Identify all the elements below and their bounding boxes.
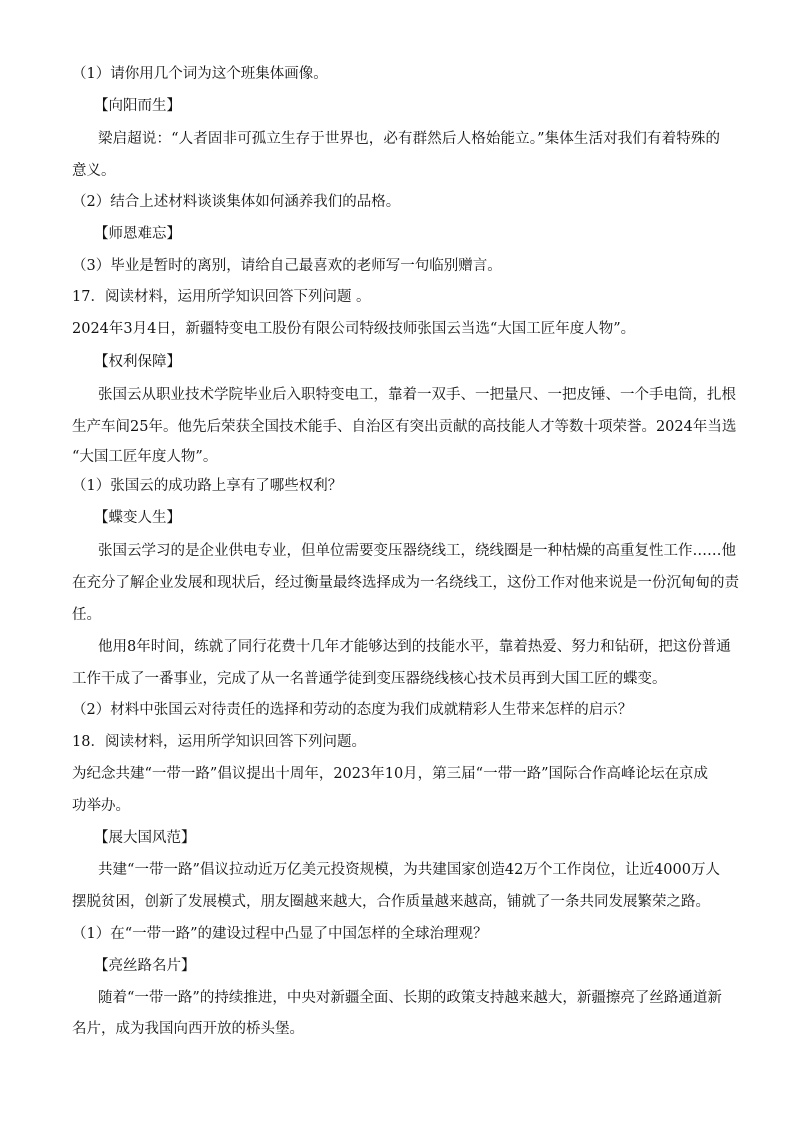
question-17-header: 17．阅读材料，运用所学知识回答下列问题 。 (72, 289, 371, 305)
paragraph-line: 他用8年时间，练就了同行花费十几年才能够达到的技能水平，靠着热爱、努力和钻研，把这份普通 (98, 639, 731, 655)
paragraph-line: 在充分了解企业发展和现状后，经过衡量最终选择成为一名绕线工，这份工作对他来说是一份沉甸甸的责 (72, 575, 739, 591)
question-1-prompt: （1）在“一带一路”的建设过程中凸显了中国怎样的全球治理观？ (72, 926, 488, 942)
section-heading-xiangyang: 【向阳而生】 (94, 98, 181, 114)
question-3-prompt: （3）毕业是暂时的离别，请给自己最喜欢的老师写一句临别赠言。 (72, 258, 502, 274)
paragraph-line: 共建“一带一路”倡议拉动近万亿美元投资规模，为共建国家创造42万个工作岗位，让近4000万人 (98, 862, 720, 878)
material-intro: 2024年3月4日，新疆特变电工股份有限公司特级技师张国云当选“大国工匠年度人物”。 (72, 321, 636, 337)
paragraph-line: 生产车间25年。他先后荣获全国技术能手、自治区有突出贡献的高技能人才等数十项荣誉。2024年当选 (72, 419, 737, 435)
question-2-prompt: （2）结合上述材料谈谈集体如何涵养我们的品格。 (72, 194, 401, 210)
material-intro: 为纪念共建“一带一路”倡议提出十周年，2023年10月，第三届“一带一路”国际合作高峰论坛在京成 (72, 766, 708, 782)
question-1-prompt: （1）张国云的成功路上享有了哪些权利？ (72, 478, 343, 494)
paragraph-line: 张国云学习的是企业供电专业，但单位需要变压器绕线工，绕线圈是一种枯燥的高重复性工作……他 (98, 543, 736, 559)
section-heading-zhandaguo: 【展大国风范】 (94, 830, 196, 846)
material-intro: 功举办。 (72, 798, 130, 814)
section-heading-liangsilu: 【亮丝路名片】 (94, 958, 196, 974)
question-1-prompt: （1）请你用几个词为这个班集体画像。 (72, 66, 328, 82)
section-heading-quanli: 【权利保障】 (94, 354, 181, 370)
paragraph-line: 工作干成了一番事业，完成了从一名普通学徒到变压器绕线核心技术员再到大国工匠的蝶变。 (72, 671, 667, 687)
paragraph-line: 任。 (72, 607, 101, 623)
question-2-prompt: （2）材料中张国云对待责任的选择和劳动的态度为我们成就精彩人生带来怎样的启示？ (72, 702, 633, 718)
paragraph-line: 名片，成为我国向西开放的桥头堡。 (72, 1021, 304, 1037)
paragraph-line: 张国云从职业技术学院毕业后入职特变电工，靠着一双手、一把量尺、一把皮锤、一个手电筒，扎根 (98, 387, 736, 403)
section-heading-diebian: 【蝶变人生】 (94, 510, 181, 526)
section-heading-shien: 【师恩难忘】 (94, 226, 181, 242)
question-18-header: 18．阅读材料，运用所学知识回答下列问题。 (72, 734, 366, 750)
paragraph-line: 摆脱贫困，创新了发展模式，朋友圈越来越大，合作质量越来越高，铺就了一条共同发展繁荣之路。 (72, 894, 710, 910)
paragraph-line: 意义。 (72, 163, 116, 179)
paragraph-line: 梁启超说：“人者固非可孤立生存于世界也，必有群然后人格始能立。”集体生活对我们有着特殊的 (98, 131, 720, 147)
paragraph-line: “大国工匠年度人物”。 (72, 449, 218, 465)
paragraph-line: 随着“一带一路”的持续推进，中央对新疆全面、长期的政策支持越来越大，新疆擦亮了丝路通道新 (98, 990, 722, 1006)
